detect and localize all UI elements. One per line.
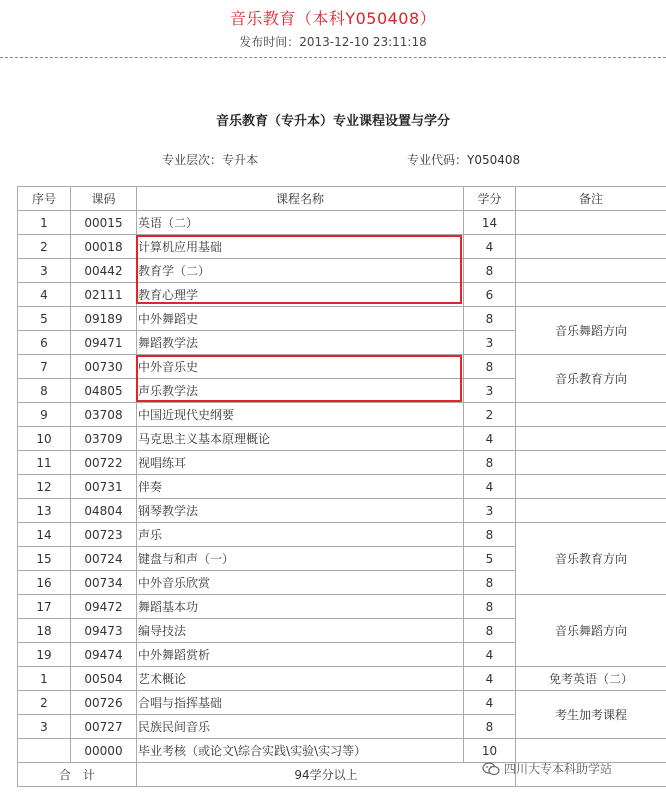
row-code: 00727	[71, 715, 137, 739]
row-credit: 3	[464, 379, 516, 403]
row-code: 00722	[71, 451, 137, 475]
row-credit: 4	[464, 427, 516, 451]
row-credit: 3	[464, 331, 516, 355]
row-code: 00734	[71, 571, 137, 595]
row-name: 伴奏	[137, 475, 464, 499]
row-name: 艺术概论	[137, 667, 464, 691]
remark-dance-direction: 音乐舞蹈方向	[516, 307, 666, 355]
row-name: 合唱与指挥基础	[137, 691, 464, 715]
row-no: 2	[18, 235, 71, 259]
row-no: 1	[18, 667, 71, 691]
row-credit: 3	[464, 499, 516, 523]
header-credit: 学分	[464, 187, 516, 211]
row-name: 中外舞蹈赏析	[137, 643, 464, 667]
row-code: 00000	[71, 739, 137, 763]
row-no: 15	[18, 547, 71, 571]
table-header-row	[18, 187, 666, 211]
row-credit: 8	[464, 715, 516, 739]
watermark-text: 四川大专本科助学站	[504, 762, 613, 776]
document-heading: 音乐教育（专升本）专业课程设置与学分	[215, 114, 450, 129]
row-name: 舞蹈教学法	[137, 331, 464, 355]
row-no: 18	[18, 619, 71, 643]
row-credit: 8	[464, 619, 516, 643]
row-credit: 10	[464, 739, 516, 763]
row-no: 5	[18, 307, 71, 331]
row-code: 03708	[71, 403, 137, 427]
row-code: 09473	[71, 619, 137, 643]
row-no: 2	[18, 691, 71, 715]
row-code: 00018	[71, 235, 137, 259]
row-remark	[516, 499, 666, 523]
row-no: 12	[18, 475, 71, 499]
row-code: 09471	[71, 331, 137, 355]
row-credit: 8	[464, 451, 516, 475]
row-name: 钢琴教学法	[137, 499, 464, 523]
row-credit: 4	[464, 235, 516, 259]
remark-exempt-english: 免考英语（二）	[516, 667, 666, 691]
row-name: 编导技法	[137, 619, 464, 643]
row-code: 00726	[71, 691, 137, 715]
header-code: 课码	[71, 187, 137, 211]
table-row	[18, 283, 666, 307]
row-name: 教育学（二）	[137, 259, 464, 283]
table-row	[18, 667, 666, 691]
row-credit: 8	[464, 595, 516, 619]
row-name: 英语（二）	[137, 211, 464, 235]
row-credit: 8	[464, 523, 516, 547]
row-name: 毕业考核（或论文\综合实践\实验\实习等）	[137, 739, 464, 763]
row-remark	[516, 427, 666, 451]
row-credit: 4	[464, 643, 516, 667]
row-name: 中国近现代史纲要	[137, 403, 464, 427]
row-remark	[516, 451, 666, 475]
row-no: 9	[18, 403, 71, 427]
row-name: 声乐	[137, 523, 464, 547]
table-row	[18, 403, 666, 427]
remark-extra-courses: 考生加考课程	[516, 691, 666, 739]
table-row	[18, 523, 666, 547]
row-credit: 8	[464, 259, 516, 283]
row-credit: 8	[464, 307, 516, 331]
remark-dance-direction: 音乐舞蹈方向	[516, 595, 666, 667]
page-title: 音乐教育（本科Y050408）	[229, 9, 437, 28]
row-name: 声乐教学法	[137, 379, 464, 403]
row-remark	[516, 403, 666, 427]
row-code: 00731	[71, 475, 137, 499]
row-name: 民族民间音乐	[137, 715, 464, 739]
publish-time: 发布时间：2013-12-10 23:11:18	[239, 35, 427, 49]
row-no: 3	[18, 259, 71, 283]
table-row	[18, 355, 666, 379]
row-code: 00730	[71, 355, 137, 379]
header-name: 课程名称	[137, 187, 464, 211]
row-credit: 6	[464, 283, 516, 307]
row-code: 04804	[71, 499, 137, 523]
row-name: 视唱练耳	[137, 451, 464, 475]
table-row	[18, 691, 666, 715]
row-no: 10	[18, 427, 71, 451]
major-level: 专业层次：专升本	[162, 153, 259, 167]
row-remark	[516, 259, 666, 283]
row-no: 14	[18, 523, 71, 547]
remark-education-direction: 音乐教育方向	[516, 523, 666, 595]
table-row	[18, 739, 666, 763]
header-no: 序号	[18, 187, 71, 211]
row-no: 7	[18, 355, 71, 379]
row-name: 中外舞蹈史	[137, 307, 464, 331]
row-code: 09189	[71, 307, 137, 331]
row-code: 04805	[71, 379, 137, 403]
row-name: 舞蹈基本功	[137, 595, 464, 619]
row-no: 4	[18, 283, 71, 307]
row-no	[18, 739, 71, 763]
row-code: 00723	[71, 523, 137, 547]
table-row	[18, 211, 666, 235]
row-no: 6	[18, 331, 71, 355]
row-credit: 2	[464, 403, 516, 427]
row-name: 键盘与和声（一）	[137, 547, 464, 571]
row-no: 13	[18, 499, 71, 523]
row-remark	[516, 739, 666, 763]
row-remark	[516, 211, 666, 235]
dashed-divider	[0, 57, 666, 58]
table-row	[18, 259, 666, 283]
row-credit: 4	[464, 691, 516, 715]
row-no: 16	[18, 571, 71, 595]
table-row	[18, 499, 666, 523]
table-row	[18, 307, 666, 331]
row-no: 1	[18, 211, 71, 235]
remark-education-direction: 音乐教育方向	[516, 355, 666, 403]
table-row	[18, 235, 666, 259]
row-name: 中外音乐欣赏	[137, 571, 464, 595]
total-label: 合 计	[18, 763, 137, 787]
row-code: 09474	[71, 643, 137, 667]
row-credit: 4	[464, 475, 516, 499]
course-table	[17, 186, 666, 787]
table-row	[18, 451, 666, 475]
header-remark: 备注	[516, 187, 666, 211]
table-row	[18, 427, 666, 451]
row-no: 17	[18, 595, 71, 619]
row-no: 19	[18, 643, 71, 667]
total-value: 94学分以上	[137, 763, 516, 787]
row-name: 教育心理学	[137, 283, 464, 307]
row-name: 计算机应用基础	[137, 235, 464, 259]
row-code: 00442	[71, 259, 137, 283]
row-code: 09472	[71, 595, 137, 619]
row-no: 8	[18, 379, 71, 403]
row-credit: 5	[464, 547, 516, 571]
watermark	[482, 760, 612, 777]
row-code: 00724	[71, 547, 137, 571]
row-code: 03709	[71, 427, 137, 451]
row-credit: 4	[464, 667, 516, 691]
row-no: 11	[18, 451, 71, 475]
row-credit: 8	[464, 571, 516, 595]
row-code: 00015	[71, 211, 137, 235]
row-no: 3	[18, 715, 71, 739]
row-remark	[516, 235, 666, 259]
row-code: 02111	[71, 283, 137, 307]
row-name: 中外音乐史	[137, 355, 464, 379]
row-name: 马克思主义基本原理概论	[137, 427, 464, 451]
wechat-icon	[482, 762, 500, 776]
major-code: 专业代码：Y050408	[407, 153, 521, 167]
row-credit: 8	[464, 355, 516, 379]
table-row	[18, 475, 666, 499]
row-code: 00504	[71, 667, 137, 691]
row-remark	[516, 475, 666, 499]
row-remark	[516, 283, 666, 307]
row-credit: 14	[464, 211, 516, 235]
table-row	[18, 595, 666, 619]
